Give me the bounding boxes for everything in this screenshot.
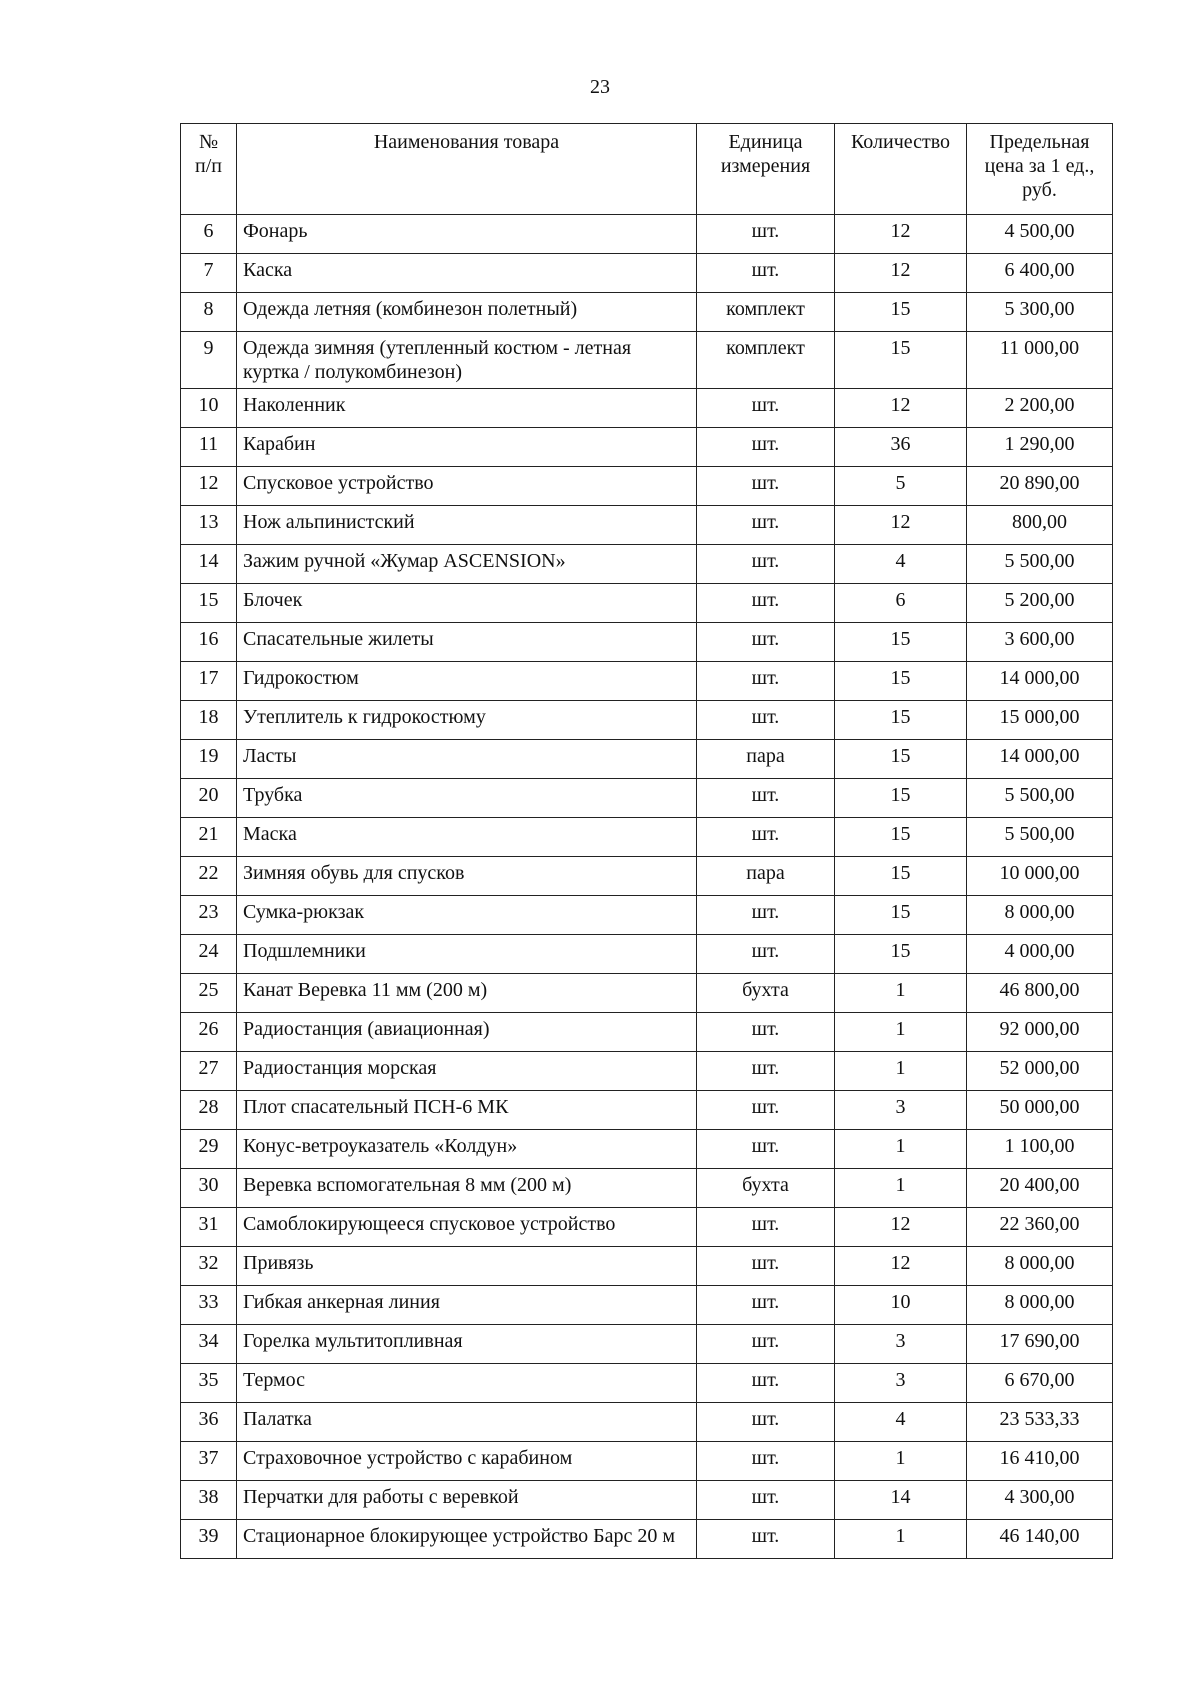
cell-qty: 4: [835, 545, 967, 584]
cell-num: 10: [181, 389, 237, 428]
table-row: [181, 293, 1113, 332]
cell-unit: шт.: [697, 1286, 835, 1325]
cell-qty: 14: [835, 1481, 967, 1520]
cell-qty: 15: [835, 701, 967, 740]
cell-num: 26: [181, 1013, 237, 1052]
cell-price: 16 410,00: [967, 1442, 1113, 1481]
cell-price: 15 000,00: [967, 701, 1113, 740]
cell-unit: комплект: [697, 332, 835, 389]
cell-price: 4 000,00: [967, 935, 1113, 974]
cell-unit: шт.: [697, 896, 835, 935]
cell-num: 9: [181, 332, 237, 389]
cell-num: 16: [181, 623, 237, 662]
cell-qty: 15: [835, 623, 967, 662]
cell-price: 5 500,00: [967, 818, 1113, 857]
cell-name: Горелка мультитопливная: [237, 1325, 697, 1364]
table-row: [181, 1247, 1113, 1286]
cell-name: Самоблокирующееся спусковое устройство: [237, 1208, 697, 1247]
table-row: [181, 701, 1113, 740]
cell-qty: 15: [835, 779, 967, 818]
cell-num: 11: [181, 428, 237, 467]
cell-price: 46 140,00: [967, 1520, 1113, 1559]
table-row: [181, 1481, 1113, 1520]
goods-table: [180, 123, 1113, 1559]
cell-unit: шт.: [697, 1130, 835, 1169]
cell-price: 14 000,00: [967, 662, 1113, 701]
cell-qty: 12: [835, 215, 967, 254]
cell-num: 24: [181, 935, 237, 974]
cell-unit: шт.: [697, 467, 835, 506]
cell-qty: 12: [835, 506, 967, 545]
cell-num: 6: [181, 215, 237, 254]
cell-price: 22 360,00: [967, 1208, 1113, 1247]
table-row: [181, 779, 1113, 818]
table-row: [181, 623, 1113, 662]
cell-num: 39: [181, 1520, 237, 1559]
cell-qty: 15: [835, 740, 967, 779]
cell-unit: шт.: [697, 254, 835, 293]
table-row: [181, 215, 1113, 254]
table-row: [181, 332, 1113, 389]
cell-num: 25: [181, 974, 237, 1013]
header-num: № п/п: [181, 124, 237, 215]
cell-num: 34: [181, 1325, 237, 1364]
table-row: [181, 1091, 1113, 1130]
cell-unit: шт.: [697, 1208, 835, 1247]
cell-num: 17: [181, 662, 237, 701]
table-row: [181, 1208, 1113, 1247]
cell-price: 20 400,00: [967, 1169, 1113, 1208]
cell-name: Гидрокостюм: [237, 662, 697, 701]
cell-qty: 36: [835, 428, 967, 467]
cell-num: 7: [181, 254, 237, 293]
cell-qty: 1: [835, 1052, 967, 1091]
table-row: [181, 1325, 1113, 1364]
cell-price: 1 100,00: [967, 1130, 1113, 1169]
cell-name: Ласты: [237, 740, 697, 779]
cell-price: 1 290,00: [967, 428, 1113, 467]
cell-price: 14 000,00: [967, 740, 1113, 779]
cell-qty: 15: [835, 857, 967, 896]
cell-name: Блочек: [237, 584, 697, 623]
cell-num: 23: [181, 896, 237, 935]
cell-name: Спасательные жилеты: [237, 623, 697, 662]
table-row: [181, 857, 1113, 896]
cell-num: 8: [181, 293, 237, 332]
table-row: [181, 662, 1113, 701]
table-header-row: [181, 124, 1113, 215]
cell-unit: шт.: [697, 818, 835, 857]
cell-name: Перчатки для работы с веревкой: [237, 1481, 697, 1520]
table-row: [181, 1169, 1113, 1208]
cell-name: Каска: [237, 254, 697, 293]
cell-price: 23 533,33: [967, 1403, 1113, 1442]
table-body: [181, 215, 1113, 1559]
cell-unit: пара: [697, 857, 835, 896]
cell-qty: 4: [835, 1403, 967, 1442]
table-row: [181, 428, 1113, 467]
cell-price: 5 300,00: [967, 293, 1113, 332]
cell-num: 38: [181, 1481, 237, 1520]
table-row: [181, 818, 1113, 857]
cell-qty: 12: [835, 1247, 967, 1286]
cell-unit: шт.: [697, 1403, 835, 1442]
cell-name: Спусковое устройство: [237, 467, 697, 506]
cell-num: 29: [181, 1130, 237, 1169]
cell-price: 3 600,00: [967, 623, 1113, 662]
table-row: [181, 1520, 1113, 1559]
cell-unit: шт.: [697, 1520, 835, 1559]
table-row: [181, 935, 1113, 974]
cell-qty: 3: [835, 1364, 967, 1403]
cell-unit: шт.: [697, 1247, 835, 1286]
cell-qty: 15: [835, 293, 967, 332]
cell-name: Гибкая анкерная линия: [237, 1286, 697, 1325]
table-row: [181, 1052, 1113, 1091]
cell-price: 8 000,00: [967, 896, 1113, 935]
cell-name: Радиостанция (авиационная): [237, 1013, 697, 1052]
cell-num: 36: [181, 1403, 237, 1442]
cell-qty: 12: [835, 389, 967, 428]
cell-price: 5 500,00: [967, 779, 1113, 818]
cell-price: 50 000,00: [967, 1091, 1113, 1130]
cell-unit: шт.: [697, 935, 835, 974]
cell-num: 32: [181, 1247, 237, 1286]
cell-name: Палатка: [237, 1403, 697, 1442]
cell-price: 4 300,00: [967, 1481, 1113, 1520]
header-qty: Количество: [835, 124, 967, 215]
cell-name: Наколенник: [237, 389, 697, 428]
cell-qty: 10: [835, 1286, 967, 1325]
cell-qty: 1: [835, 1520, 967, 1559]
cell-name: Маска: [237, 818, 697, 857]
cell-unit: бухта: [697, 974, 835, 1013]
cell-unit: шт.: [697, 389, 835, 428]
cell-qty: 5: [835, 467, 967, 506]
cell-price: 6 670,00: [967, 1364, 1113, 1403]
table-row: [181, 254, 1113, 293]
cell-name: Трубка: [237, 779, 697, 818]
cell-price: 17 690,00: [967, 1325, 1113, 1364]
cell-name: Фонарь: [237, 215, 697, 254]
cell-qty: 6: [835, 584, 967, 623]
cell-qty: 15: [835, 935, 967, 974]
table-row: [181, 974, 1113, 1013]
cell-name: Термос: [237, 1364, 697, 1403]
cell-num: 12: [181, 467, 237, 506]
cell-name: Радиостанция морская: [237, 1052, 697, 1091]
cell-name: Зажим ручной «Жумар ASCENSION»: [237, 545, 697, 584]
cell-unit: шт.: [697, 428, 835, 467]
cell-price: 20 890,00: [967, 467, 1113, 506]
cell-price: 5 500,00: [967, 545, 1113, 584]
cell-unit: шт.: [697, 1013, 835, 1052]
table-row: [181, 1364, 1113, 1403]
cell-qty: 15: [835, 818, 967, 857]
table-row: [181, 1130, 1113, 1169]
cell-qty: 1: [835, 1169, 967, 1208]
cell-unit: шт.: [697, 779, 835, 818]
cell-price: 8 000,00: [967, 1286, 1113, 1325]
cell-name: Страховочное устройство с карабином: [237, 1442, 697, 1481]
cell-unit: шт.: [697, 623, 835, 662]
cell-unit: шт.: [697, 584, 835, 623]
table-row: [181, 1286, 1113, 1325]
cell-price: 10 000,00: [967, 857, 1113, 896]
table-row: [181, 896, 1113, 935]
cell-name: Одежда летняя (комбинезон полетный): [237, 293, 697, 332]
cell-name: Веревка вспомогательная 8 мм (200 м): [237, 1169, 697, 1208]
table-row: [181, 740, 1113, 779]
cell-unit: шт.: [697, 1442, 835, 1481]
cell-qty: 3: [835, 1325, 967, 1364]
cell-num: 18: [181, 701, 237, 740]
cell-name: Карабин: [237, 428, 697, 467]
cell-name: Плот спасательный ПСН-6 МК: [237, 1091, 697, 1130]
cell-num: 22: [181, 857, 237, 896]
table-row: [181, 389, 1113, 428]
cell-unit: шт.: [697, 701, 835, 740]
table-row: [181, 584, 1113, 623]
cell-unit: шт.: [697, 545, 835, 584]
cell-unit: шт.: [697, 1052, 835, 1091]
table-row: [181, 1013, 1113, 1052]
cell-name: Стационарное блокирующее устройство Барс 20 м: [237, 1520, 697, 1559]
page-number: 23: [590, 76, 610, 98]
cell-qty: 12: [835, 254, 967, 293]
cell-name: Утеплитель к гидрокостюму: [237, 701, 697, 740]
cell-num: 21: [181, 818, 237, 857]
cell-unit: бухта: [697, 1169, 835, 1208]
cell-name: Канат Веревка 11 мм (200 м): [237, 974, 697, 1013]
cell-price: 800,00: [967, 506, 1113, 545]
cell-qty: 1: [835, 974, 967, 1013]
cell-num: 28: [181, 1091, 237, 1130]
cell-num: 13: [181, 506, 237, 545]
cell-price: 5 200,00: [967, 584, 1113, 623]
table-row: [181, 1442, 1113, 1481]
cell-num: 37: [181, 1442, 237, 1481]
cell-price: 4 500,00: [967, 215, 1113, 254]
cell-qty: 15: [835, 896, 967, 935]
cell-unit: пара: [697, 740, 835, 779]
cell-num: 19: [181, 740, 237, 779]
cell-price: 2 200,00: [967, 389, 1113, 428]
cell-unit: комплект: [697, 293, 835, 332]
cell-unit: шт.: [697, 1325, 835, 1364]
cell-name: Привязь: [237, 1247, 697, 1286]
cell-qty: 15: [835, 662, 967, 701]
table-row: [181, 1403, 1113, 1442]
cell-price: 46 800,00: [967, 974, 1113, 1013]
cell-num: 30: [181, 1169, 237, 1208]
cell-qty: 1: [835, 1013, 967, 1052]
cell-num: 20: [181, 779, 237, 818]
header-name: Наименования товара: [237, 124, 697, 215]
cell-name: Сумка-рюкзак: [237, 896, 697, 935]
cell-num: 15: [181, 584, 237, 623]
cell-price: 11 000,00: [967, 332, 1113, 389]
cell-qty: 12: [835, 1208, 967, 1247]
table-row: [181, 506, 1113, 545]
cell-unit: шт.: [697, 1091, 835, 1130]
cell-num: 31: [181, 1208, 237, 1247]
cell-unit: шт.: [697, 1481, 835, 1520]
cell-num: 14: [181, 545, 237, 584]
cell-name: Зимняя обувь для спусков: [237, 857, 697, 896]
cell-price: 6 400,00: [967, 254, 1113, 293]
cell-price: 92 000,00: [967, 1013, 1113, 1052]
header-unit: Единица измерения: [697, 124, 835, 215]
header-price: Предельная цена за 1 ед., руб.: [967, 124, 1113, 215]
cell-unit: шт.: [697, 1364, 835, 1403]
table-row: [181, 467, 1113, 506]
cell-unit: шт.: [697, 506, 835, 545]
cell-unit: шт.: [697, 215, 835, 254]
cell-name: Нож альпинистский: [237, 506, 697, 545]
cell-unit: шт.: [697, 662, 835, 701]
cell-num: 33: [181, 1286, 237, 1325]
cell-qty: 3: [835, 1091, 967, 1130]
cell-name: Одежда зимняя (утепленный костюм - летная куртка / полукомбинезон): [237, 332, 697, 389]
cell-num: 27: [181, 1052, 237, 1091]
cell-price: 52 000,00: [967, 1052, 1113, 1091]
cell-qty: 15: [835, 332, 967, 389]
cell-name: Конус-ветроуказатель «Колдун»: [237, 1130, 697, 1169]
cell-price: 8 000,00: [967, 1247, 1113, 1286]
cell-name: Подшлемники: [237, 935, 697, 974]
cell-num: 35: [181, 1364, 237, 1403]
cell-qty: 1: [835, 1442, 967, 1481]
cell-qty: 1: [835, 1130, 967, 1169]
table-row: [181, 545, 1113, 584]
